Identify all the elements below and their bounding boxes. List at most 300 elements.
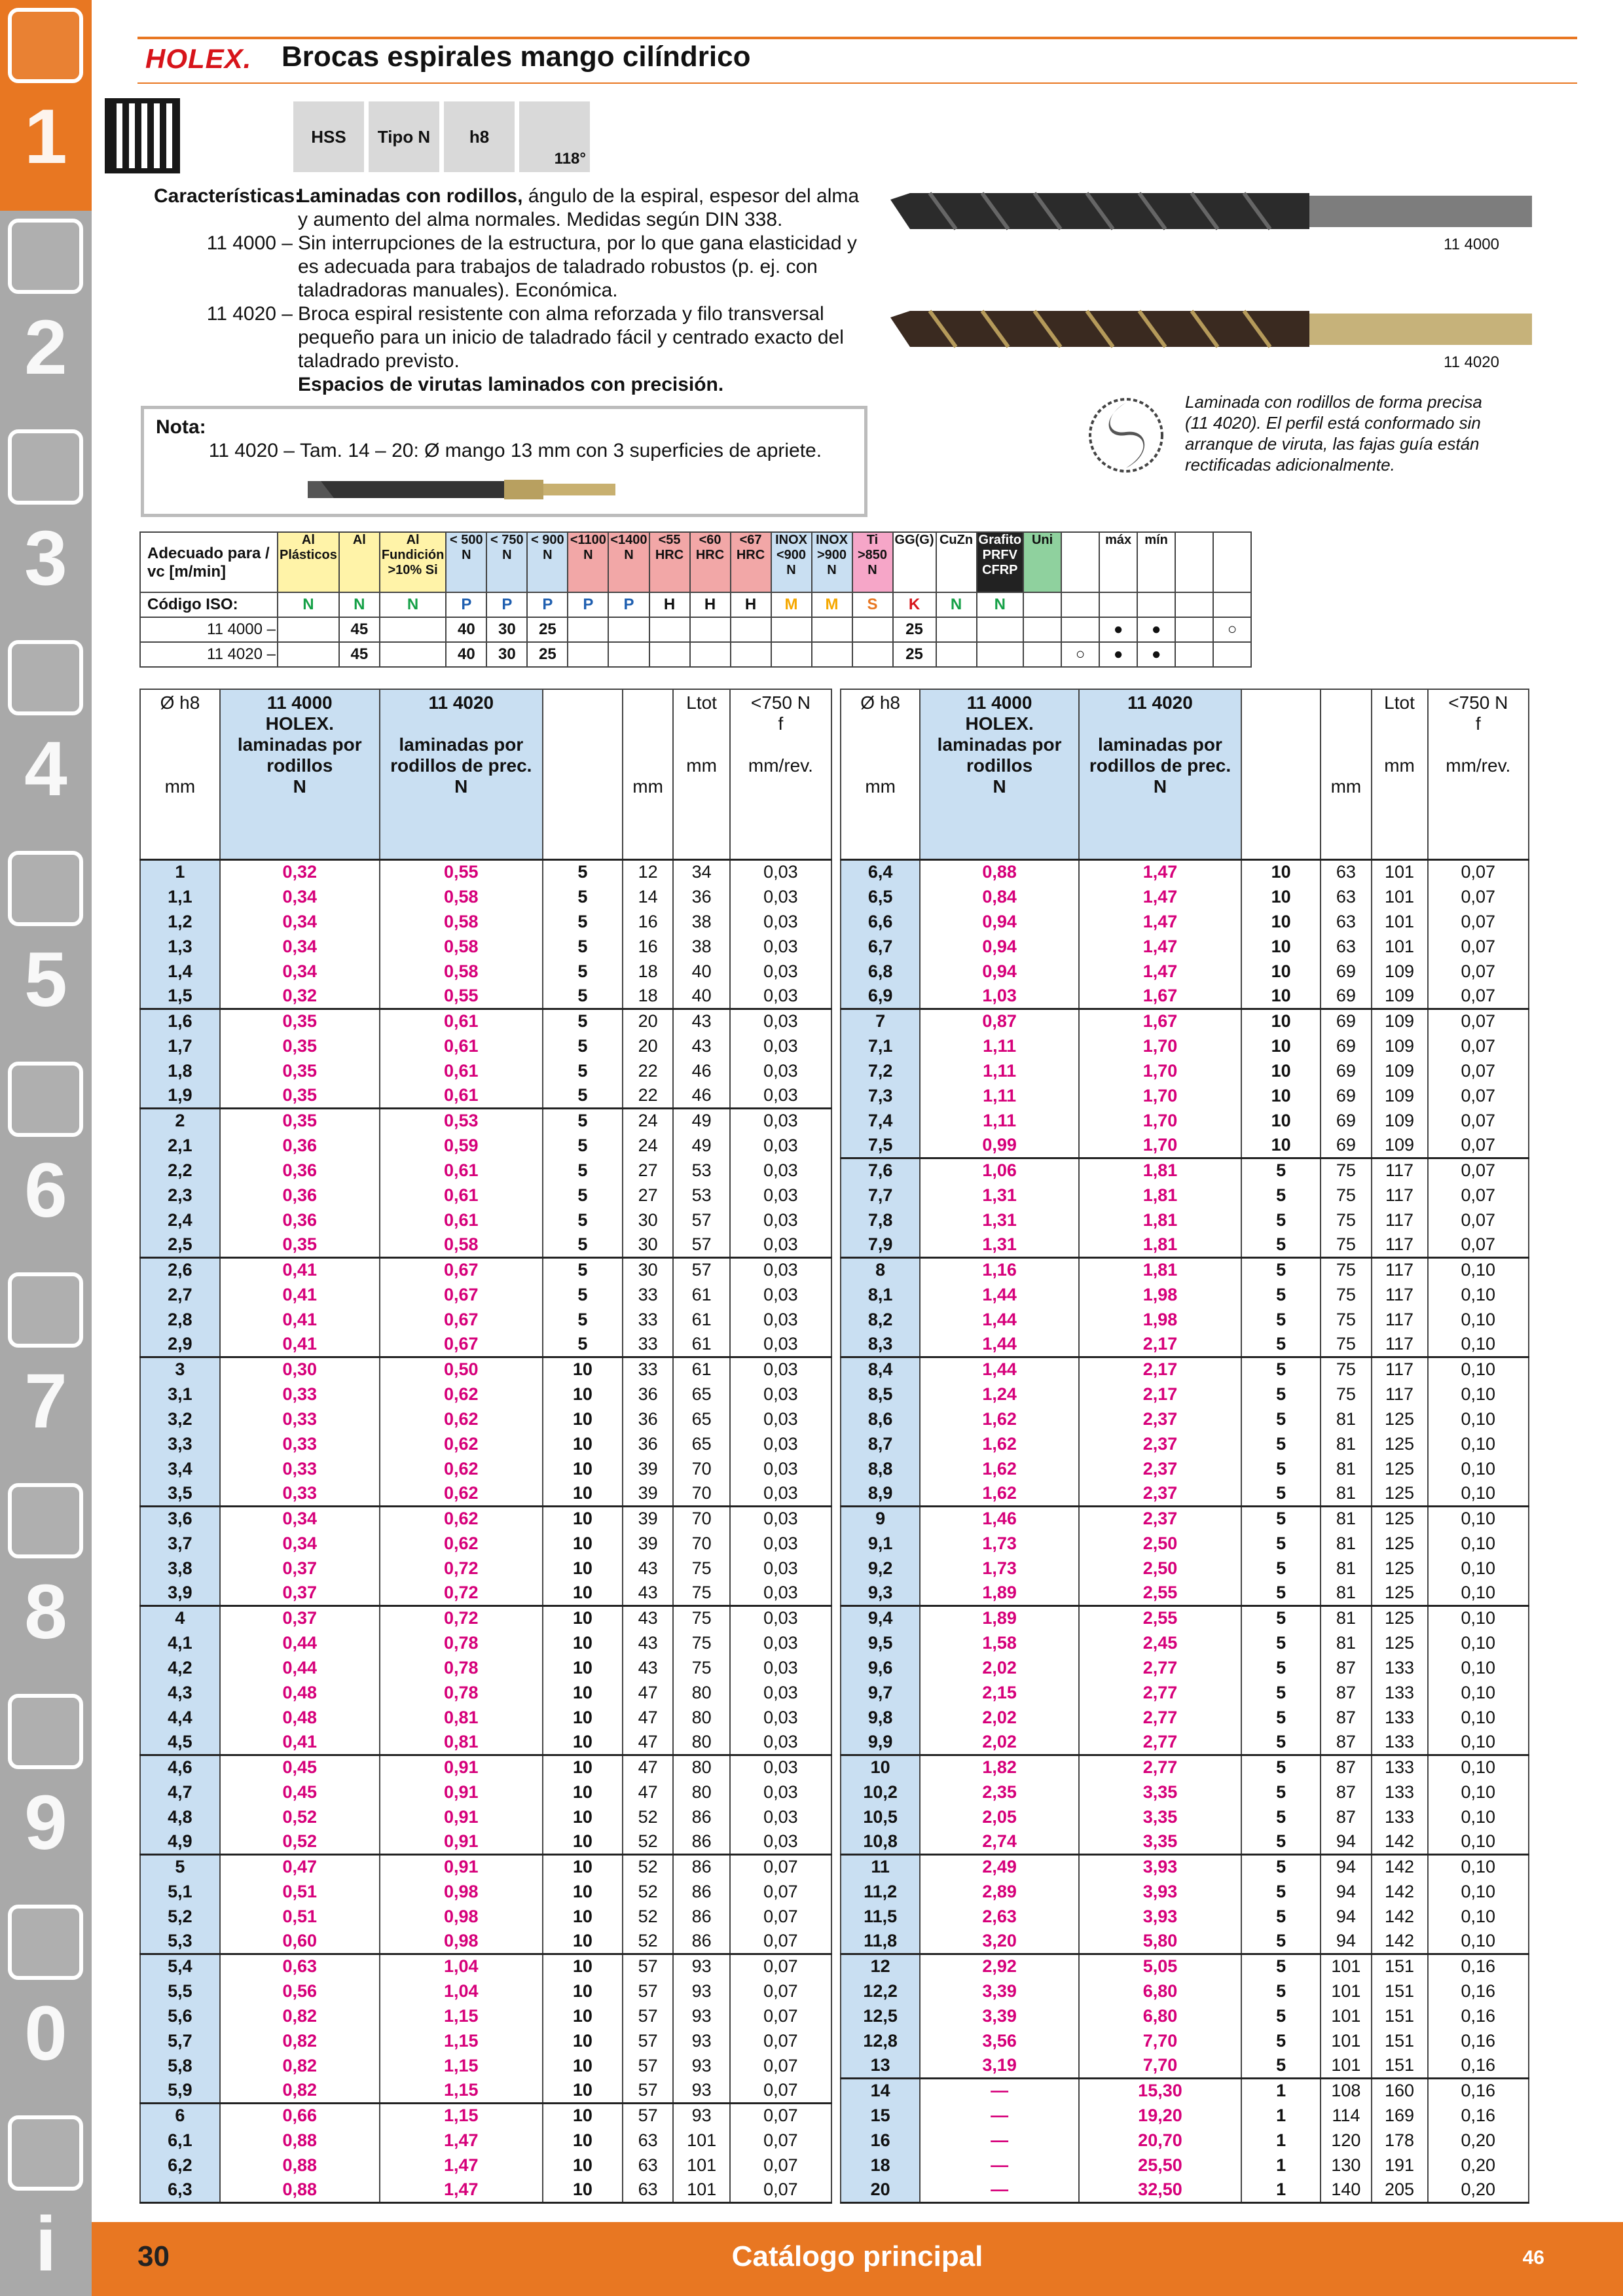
diameter-cell: 3,8 <box>140 1556 220 1581</box>
qr-code-icon[interactable] <box>105 98 180 173</box>
feed-cell: 0,03 <box>730 1481 831 1506</box>
total-length-cell: 117 <box>1372 1282 1428 1307</box>
flute-length-cell: 43 <box>623 1556 674 1581</box>
flute-length-cell: 120 <box>1321 2128 1371 2153</box>
total-length-cell: 142 <box>1372 1904 1428 1929</box>
table-row <box>140 909 831 934</box>
vc-114000-cell: 1,73 <box>920 1556 1079 1581</box>
chapter-tab-7[interactable] <box>0 1265 92 1475</box>
pack-cell: 10 <box>543 1929 623 1954</box>
table-row <box>841 1183 1529 1208</box>
table-row <box>841 2028 1529 2053</box>
suit-value <box>771 617 812 642</box>
chapter-tab-2[interactable] <box>0 211 92 422</box>
diameter-cell: 8,8 <box>841 1456 920 1481</box>
total-length-cell: 43 <box>673 1009 729 1033</box>
vc-114020-cell: 1,47 <box>380 2153 543 2178</box>
vc-114000-cell: 0,45 <box>220 1755 380 1780</box>
chapter-icon <box>8 640 83 715</box>
flute-length-cell: 33 <box>623 1307 674 1332</box>
flute-length-cell: 94 <box>1321 1829 1371 1854</box>
pack-cell: 5 <box>1241 1456 1321 1481</box>
feed-cell: 0,16 <box>1428 2028 1529 2053</box>
flute-length-cell: 22 <box>623 1058 674 1083</box>
feed-cell: 0,07 <box>730 1904 831 1929</box>
vc-114000-cell: 0,37 <box>220 1605 380 1630</box>
table-row <box>140 1332 831 1357</box>
total-length-cell: 117 <box>1372 1307 1428 1332</box>
vc-114000-cell: 1,11 <box>920 1108 1079 1133</box>
vc-114000-cell: 0,88 <box>920 859 1079 884</box>
table-row <box>140 1630 831 1655</box>
vc-114020-cell: 0,58 <box>380 959 543 984</box>
total-length-cell: 125 <box>1372 1531 1428 1556</box>
total-length-cell: 117 <box>1372 1382 1428 1407</box>
iso-code: H <box>731 592 771 617</box>
diameter-cell: 2,3 <box>140 1183 220 1208</box>
pack-cell: 5 <box>1241 1208 1321 1232</box>
diameter-cell: 8,4 <box>841 1357 920 1382</box>
feed-cell: 0,07 <box>730 2153 831 2178</box>
flute-length-cell: 87 <box>1321 1705 1371 1730</box>
vc-114000-cell: 0,33 <box>220 1382 380 1407</box>
diameter-cell: 9,9 <box>841 1730 920 1755</box>
vc-114020-cell: 2,50 <box>1079 1531 1241 1556</box>
feed-cell: 0,03 <box>730 1257 831 1282</box>
chapter-tab-3[interactable] <box>0 422 92 632</box>
diameter-cell: 8,7 <box>841 1431 920 1456</box>
image-caption: Laminada con rodillos de forma precisa (11 4020). El perfil está conformado sin arranque de viruta, las fajas guía están rectificadas adicionalmente. <box>1185 392 1482 475</box>
table-row <box>140 1780 831 1804</box>
diameter-cell: 10,5 <box>841 1804 920 1829</box>
table-row <box>841 1158 1529 1183</box>
iso-code: P <box>527 592 568 617</box>
vc-114000-cell: 2,74 <box>920 1829 1079 1854</box>
vc-114000-cell: 1,62 <box>920 1431 1079 1456</box>
total-length-cell: 178 <box>1372 2128 1428 2153</box>
diameter-cell: 2,6 <box>140 1257 220 1282</box>
badge-hss: HSS <box>293 101 364 172</box>
suit-value: 30 <box>486 642 527 667</box>
chapter-tab-4[interactable] <box>0 632 92 843</box>
total-length-cell: 93 <box>673 1979 729 2003</box>
diameter-cell: 7 <box>841 1009 920 1033</box>
iso-code: N <box>278 592 339 617</box>
feed-cell: 0,07 <box>730 1879 831 1904</box>
diameter-cell: 2,1 <box>140 1133 220 1158</box>
vc-114020-cell: 0,67 <box>380 1332 543 1357</box>
feed-cell: 0,10 <box>1428 1556 1529 1581</box>
pack-cell: 5 <box>543 984 623 1009</box>
suit-value <box>771 642 812 667</box>
vc-114020-cell: 2,37 <box>1079 1456 1241 1481</box>
vc-114000-cell: 0,33 <box>220 1431 380 1456</box>
pack-cell: 5 <box>1241 1954 1321 1979</box>
suit-value <box>278 642 339 667</box>
vc-114000-cell: 0,84 <box>920 884 1079 909</box>
feed-cell: 0,10 <box>1428 1829 1529 1854</box>
table-row <box>140 1680 831 1705</box>
total-length-cell: 38 <box>673 909 729 934</box>
pack-cell: 5 <box>1241 2003 1321 2028</box>
chapter-tab-8[interactable] <box>0 1475 92 1686</box>
total-length-cell: 109 <box>1372 1108 1428 1133</box>
total-length-cell: 86 <box>673 1879 729 1904</box>
feed-cell: 0,07 <box>1428 884 1529 909</box>
suit-value: 45 <box>339 642 380 667</box>
flute-length-cell: 30 <box>623 1232 674 1257</box>
flute-length-cell: 81 <box>1321 1481 1371 1506</box>
table-row <box>841 1481 1529 1506</box>
feed-cell: 0,10 <box>1428 1581 1529 1605</box>
suit-value <box>690 617 731 642</box>
vc-114020-cell: 2,17 <box>1079 1382 1241 1407</box>
suit-label-1: Adecuado para / <box>147 545 270 562</box>
diameter-cell: 8,6 <box>841 1407 920 1431</box>
vc-114000-cell: 1,82 <box>920 1755 1079 1780</box>
diameter-cell: 9,4 <box>841 1605 920 1630</box>
pack-cell: 5 <box>543 1158 623 1183</box>
total-length-cell: 109 <box>1372 1083 1428 1108</box>
vc-114000-cell: 1,11 <box>920 1033 1079 1058</box>
diameter-cell: 6,7 <box>841 934 920 959</box>
pack-cell: 5 <box>1241 1605 1321 1630</box>
flute-length-cell: 52 <box>623 1854 674 1879</box>
feed-cell: 0,03 <box>730 1655 831 1680</box>
table-row <box>841 1556 1529 1581</box>
diameter-cell: 11,8 <box>841 1929 920 1954</box>
diameter-cell: 2,5 <box>140 1232 220 1257</box>
suit-value <box>568 617 608 642</box>
pack-cell: 10 <box>543 2153 623 2178</box>
vc-114020-cell: 0,61 <box>380 1033 543 1058</box>
diameter-cell: 13 <box>841 2053 920 2078</box>
pack-cell: 5 <box>1241 1854 1321 1879</box>
pack-cell: 10 <box>543 1605 623 1630</box>
vc-114020-cell: 0,67 <box>380 1307 543 1332</box>
pack-cell: 5 <box>1241 1804 1321 1829</box>
badge-type: Tipo N <box>369 101 439 172</box>
feed-cell: 0,03 <box>730 1083 831 1108</box>
vc-114000-cell: 0,44 <box>220 1655 380 1680</box>
table-row <box>841 1332 1529 1357</box>
vc-114020-cell: 2,77 <box>1079 1705 1241 1730</box>
total-length-cell: 109 <box>1372 1058 1428 1083</box>
vc-114020-cell: 0,62 <box>380 1481 543 1506</box>
table-row <box>841 1357 1529 1382</box>
total-length-cell: 93 <box>673 2053 729 2078</box>
total-length-cell: 125 <box>1372 1407 1428 1431</box>
diameter-cell: 10,8 <box>841 1829 920 1854</box>
total-length-cell: 101 <box>1372 859 1428 884</box>
iso-code: N <box>380 592 447 617</box>
feed-cell: 0,03 <box>730 1357 831 1382</box>
vc-114020-cell: 1,47 <box>1079 934 1241 959</box>
table-row <box>140 1979 831 2003</box>
flute-length-cell: 30 <box>623 1208 674 1232</box>
chapter-tab-9[interactable] <box>0 1686 92 1897</box>
size-table-right <box>840 689 1529 2204</box>
total-length-cell: 70 <box>673 1456 729 1481</box>
suit-header-15: CuZn <box>936 532 977 592</box>
note-box <box>141 406 867 517</box>
flute-length-cell: 43 <box>623 1630 674 1655</box>
diameter-cell: 6 <box>140 2103 220 2128</box>
chapter-tab-0[interactable] <box>0 1897 92 2108</box>
chapter-tab-1[interactable] <box>0 0 92 211</box>
feed-cell: 0,10 <box>1428 1655 1529 1680</box>
total-length-cell: 151 <box>1372 2003 1428 2028</box>
vc-114020-cell: 1,04 <box>380 1979 543 2003</box>
table-row <box>140 984 831 1009</box>
total-length-cell: 151 <box>1372 2053 1428 2078</box>
flute-length-cell: 36 <box>623 1382 674 1407</box>
flute-length-cell: 75 <box>1321 1382 1371 1407</box>
chapter-icon <box>8 2115 83 2191</box>
chapter-sidebar <box>0 0 92 2296</box>
diameter-cell: 8 <box>841 1257 920 1282</box>
pack-cell: 5 <box>1241 1307 1321 1332</box>
chapter-tab-i[interactable] <box>0 2108 92 2296</box>
diameter-cell: 6,8 <box>841 959 920 984</box>
total-length-cell: 38 <box>673 934 729 959</box>
total-length-cell: 133 <box>1372 1804 1428 1829</box>
total-length-cell: 80 <box>673 1705 729 1730</box>
total-length-cell: 117 <box>1372 1332 1428 1357</box>
feed-cell: 0,03 <box>730 1605 831 1630</box>
feed-cell: 0,03 <box>730 909 831 934</box>
flute-length-cell: 87 <box>1321 1755 1371 1780</box>
vc-114020-cell: 1,81 <box>1079 1158 1241 1183</box>
suit-value: ● <box>1137 617 1175 642</box>
pack-cell: 5 <box>543 1208 623 1232</box>
flute-length-cell: 57 <box>623 1979 674 2003</box>
flute-length-cell: 14 <box>623 884 674 909</box>
iso-code <box>1175 592 1213 617</box>
table-row <box>140 2003 831 2028</box>
vc-114000-cell: 1,31 <box>920 1232 1079 1257</box>
flute-length-cell: 18 <box>623 959 674 984</box>
page-title: Brocas espirales mango cilíndrico <box>282 41 751 73</box>
flute-length-cell: 75 <box>1321 1232 1371 1257</box>
feed-cell: 0,10 <box>1428 1879 1529 1904</box>
flute-length-cell: 75 <box>1321 1282 1371 1307</box>
diameter-cell: 2,7 <box>140 1282 220 1307</box>
feed-cell: 0,03 <box>730 1307 831 1332</box>
diameter-cell: 12,5 <box>841 2003 920 2028</box>
chapter-number: 7 <box>24 1358 67 1444</box>
vc-114000-cell: 0,66 <box>220 2103 380 2128</box>
table-row <box>140 1879 831 1904</box>
table-row <box>841 1407 1529 1431</box>
feed-cell: 0,03 <box>730 1208 831 1232</box>
suit-value: ● <box>1099 642 1137 667</box>
vc-114000-cell: 2,63 <box>920 1904 1079 1929</box>
vc-114000-cell: 0,82 <box>220 2028 380 2053</box>
feed-cell: 0,16 <box>1428 2103 1529 2128</box>
pack-cell: 5 <box>543 1108 623 1133</box>
suit-header-16: Grafito PRFV CFRP <box>977 532 1024 592</box>
table-row <box>140 1755 831 1780</box>
vc-114000-cell: — <box>920 2103 1079 2128</box>
suit-value: 25 <box>893 642 936 667</box>
table-row <box>841 1208 1529 1232</box>
flute-length-cell: 20 <box>623 1033 674 1058</box>
total-length-cell: 75 <box>673 1605 729 1630</box>
table-row <box>841 2003 1529 2028</box>
vc-114000-cell: 1,44 <box>920 1357 1079 1382</box>
diameter-cell: 4,1 <box>140 1630 220 1655</box>
total-length-cell: 70 <box>673 1531 729 1556</box>
flute-length-cell: 69 <box>1321 1108 1371 1133</box>
suit-header-5: < 900 N <box>527 532 568 592</box>
flute-length-cell: 81 <box>1321 1531 1371 1556</box>
vc-114020-cell: 0,78 <box>380 1680 543 1705</box>
badge-tolerance: h8 <box>444 101 515 172</box>
vc-114020-cell: 0,58 <box>380 1232 543 1257</box>
diameter-cell: 1,9 <box>140 1083 220 1108</box>
flute-length-cell: 20 <box>623 1009 674 1033</box>
pack-cell: 5 <box>1241 1655 1321 1680</box>
flute-length-cell: 87 <box>1321 1730 1371 1755</box>
diameter-cell: 9,2 <box>841 1556 920 1581</box>
diameter-cell: 7,9 <box>841 1232 920 1257</box>
chapter-number: 3 <box>24 515 67 601</box>
total-length-cell: 75 <box>673 1581 729 1605</box>
pack-cell: 10 <box>543 1829 623 1854</box>
suit-value <box>1061 617 1099 642</box>
feed-cell: 0,10 <box>1428 1854 1529 1879</box>
suit-value <box>649 617 690 642</box>
chapter-tab-6[interactable] <box>0 1054 92 1265</box>
table-row <box>140 1382 831 1407</box>
total-length-cell: 36 <box>673 884 729 909</box>
vc-114000-cell: 1,03 <box>920 984 1079 1009</box>
vc-114020-cell: 0,61 <box>380 1058 543 1083</box>
total-length-cell: 86 <box>673 1904 729 1929</box>
diameter-cell: 3,7 <box>140 1531 220 1556</box>
vc-114000-cell: 1,16 <box>920 1257 1079 1282</box>
vc-114000-cell: 1,24 <box>920 1382 1079 1407</box>
vc-114000-cell: 0,52 <box>220 1804 380 1829</box>
table-row <box>841 1854 1529 1879</box>
chapter-tab-5[interactable] <box>0 843 92 1054</box>
note-title: Nota: <box>156 416 206 438</box>
vc-114000-cell: 0,51 <box>220 1904 380 1929</box>
vc-114020-cell: 0,72 <box>380 1556 543 1581</box>
diameter-cell: 5,7 <box>140 2028 220 2053</box>
table-row <box>841 1879 1529 1904</box>
pack-cell: 5 <box>1241 1257 1321 1282</box>
diameter-cell: 6,9 <box>841 984 920 1009</box>
total-length-cell: 191 <box>1372 2153 1428 2178</box>
total-length-cell: 86 <box>673 1829 729 1854</box>
feed-cell: 0,03 <box>730 1705 831 1730</box>
suit-value: 25 <box>893 617 936 642</box>
flute-length-cell: 39 <box>623 1481 674 1506</box>
vc-114000-cell: 0,82 <box>220 2003 380 2028</box>
flute-length-cell: 47 <box>623 1705 674 1730</box>
vc-114000-cell: 0,88 <box>220 2178 380 2202</box>
diameter-cell: 12,8 <box>841 2028 920 2053</box>
diameter-cell: 6,2 <box>140 2153 220 2178</box>
total-length-cell: 61 <box>673 1332 729 1357</box>
table-row <box>841 1804 1529 1829</box>
diameter-cell: 6,6 <box>841 909 920 934</box>
diameter-cell: 12 <box>841 1954 920 1979</box>
total-length-cell: 169 <box>1372 2103 1428 2128</box>
features-label: Características: <box>154 185 302 207</box>
flute-length-cell: 63 <box>1321 884 1371 909</box>
vc-114000-cell: 0,30 <box>220 1357 380 1382</box>
table-row <box>140 2078 831 2103</box>
vc-114000-cell: 0,35 <box>220 1083 380 1108</box>
chapter-icon <box>8 219 83 294</box>
table-row <box>140 1904 831 1929</box>
pack-cell: 5 <box>543 909 623 934</box>
pack-cell: 10 <box>543 1730 623 1755</box>
diameter-cell: 12,2 <box>841 1979 920 2003</box>
vc-114020-cell: 0,61 <box>380 1083 543 1108</box>
suit-value <box>380 617 447 642</box>
diameter-cell: 4,5 <box>140 1730 220 1755</box>
vc-114020-cell: 2,37 <box>1079 1506 1241 1531</box>
pack-cell: 5 <box>1241 1829 1321 1854</box>
pack-cell: 5 <box>1241 1531 1321 1556</box>
vc-114000-cell: 2,89 <box>920 1879 1079 1904</box>
vc-114020-cell: 0,62 <box>380 1456 543 1481</box>
table-row <box>140 1033 831 1058</box>
table-row <box>140 1605 831 1630</box>
table-row <box>140 859 831 884</box>
vc-114000-cell: 2,35 <box>920 1780 1079 1804</box>
pack-cell: 10 <box>543 1979 623 2003</box>
vc-114020-cell: 2,17 <box>1079 1332 1241 1357</box>
vc-114020-cell: 7,70 <box>1079 2028 1241 2053</box>
vc-114020-cell: 0,67 <box>380 1282 543 1307</box>
total-length-cell: 109 <box>1372 1033 1428 1058</box>
feed-cell: 0,07 <box>730 1854 831 1879</box>
feed-cell: 0,07 <box>1428 1208 1529 1232</box>
point-angle-label: 118° <box>554 150 586 168</box>
feed-cell: 0,07 <box>730 2103 831 2128</box>
vc-114000-cell: 2,05 <box>920 1804 1079 1829</box>
diameter-cell: 10,2 <box>841 1780 920 1804</box>
table-row <box>140 1481 831 1506</box>
total-length-cell: 109 <box>1372 959 1428 984</box>
diameter-cell: 5,1 <box>140 1879 220 1904</box>
suit-value <box>1023 642 1061 667</box>
flute-length-cell: 81 <box>1321 1556 1371 1581</box>
flute-length-cell: 57 <box>623 2028 674 2053</box>
vc-114000-cell: 0,82 <box>220 2078 380 2103</box>
pack-cell: 10 <box>1241 1033 1321 1058</box>
suit-row-label: 11 4020 – <box>140 642 278 667</box>
diameter-cell: 7,5 <box>841 1133 920 1158</box>
vc-114020-cell: 1,70 <box>1079 1058 1241 1083</box>
iso-code: M <box>812 592 852 617</box>
pack-cell: 10 <box>543 2078 623 2103</box>
flute-length-cell: 75 <box>1321 1183 1371 1208</box>
feed-cell: 0,03 <box>730 884 831 909</box>
vc-114020-cell: 0,61 <box>380 1208 543 1232</box>
vc-114020-cell: 0,78 <box>380 1655 543 1680</box>
flute-length-cell: 101 <box>1321 1954 1371 1979</box>
table-row <box>841 1780 1529 1804</box>
pack-cell: 5 <box>543 1058 623 1083</box>
table-row <box>841 884 1529 909</box>
pack-cell: 10 <box>543 1705 623 1730</box>
